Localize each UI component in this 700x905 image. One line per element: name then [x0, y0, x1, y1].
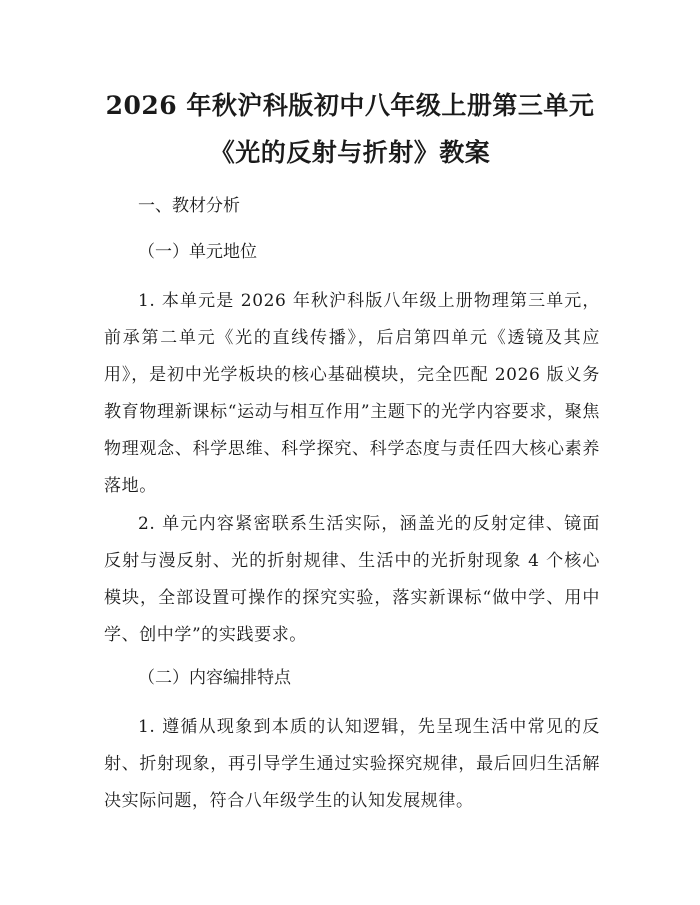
paragraph-content-features-1: 1. 遵循从现象到本质的认知逻辑，先呈现生活中常见的反射、折射现象，再引导学生通过实验探究规律，最后回归生活解决实际问题，符合八年级学生的认知发展规律。 [104, 717, 600, 811]
paragraph-unit-position-2: 2. 单元内容紧密联系生活实际，涵盖光的反射定律、镜面反射与漫反射、光的折射规律、生活中的光折射现象 4 个核心模块，全部设置可操作的探究实验，落实新课标“做中学、用中学、创中学”的实践要求。 [104, 514, 600, 645]
document-title-line2: 《光的反射与折射》教案 [209, 138, 491, 167]
subsection-heading-content-features: （二）内容编排特点 [138, 668, 291, 688]
paragraph-unit-position-1: 1. 本单元是 2026 年秋沪科版八年级上册物理第三单元，前承第二单元《光的直线传播》，后启第四单元《透镜及其应用》，是初中光学板块的核心基础模块，完全匹配 2026 版义务教育物理新课标“运动与相互作用”主题下的光学内容要求，聚焦物理观念、科学思维、科学探究、科学态度与责任四大核心素养落地。 [104, 291, 600, 496]
subsection-heading-unit-position: （一）单元地位 [138, 242, 257, 262]
document-title-line1: 2026 年秋沪科版初中八年级上册第三单元 [105, 91, 595, 120]
section-heading-textbook-analysis: 一、教材分析 [138, 196, 240, 216]
